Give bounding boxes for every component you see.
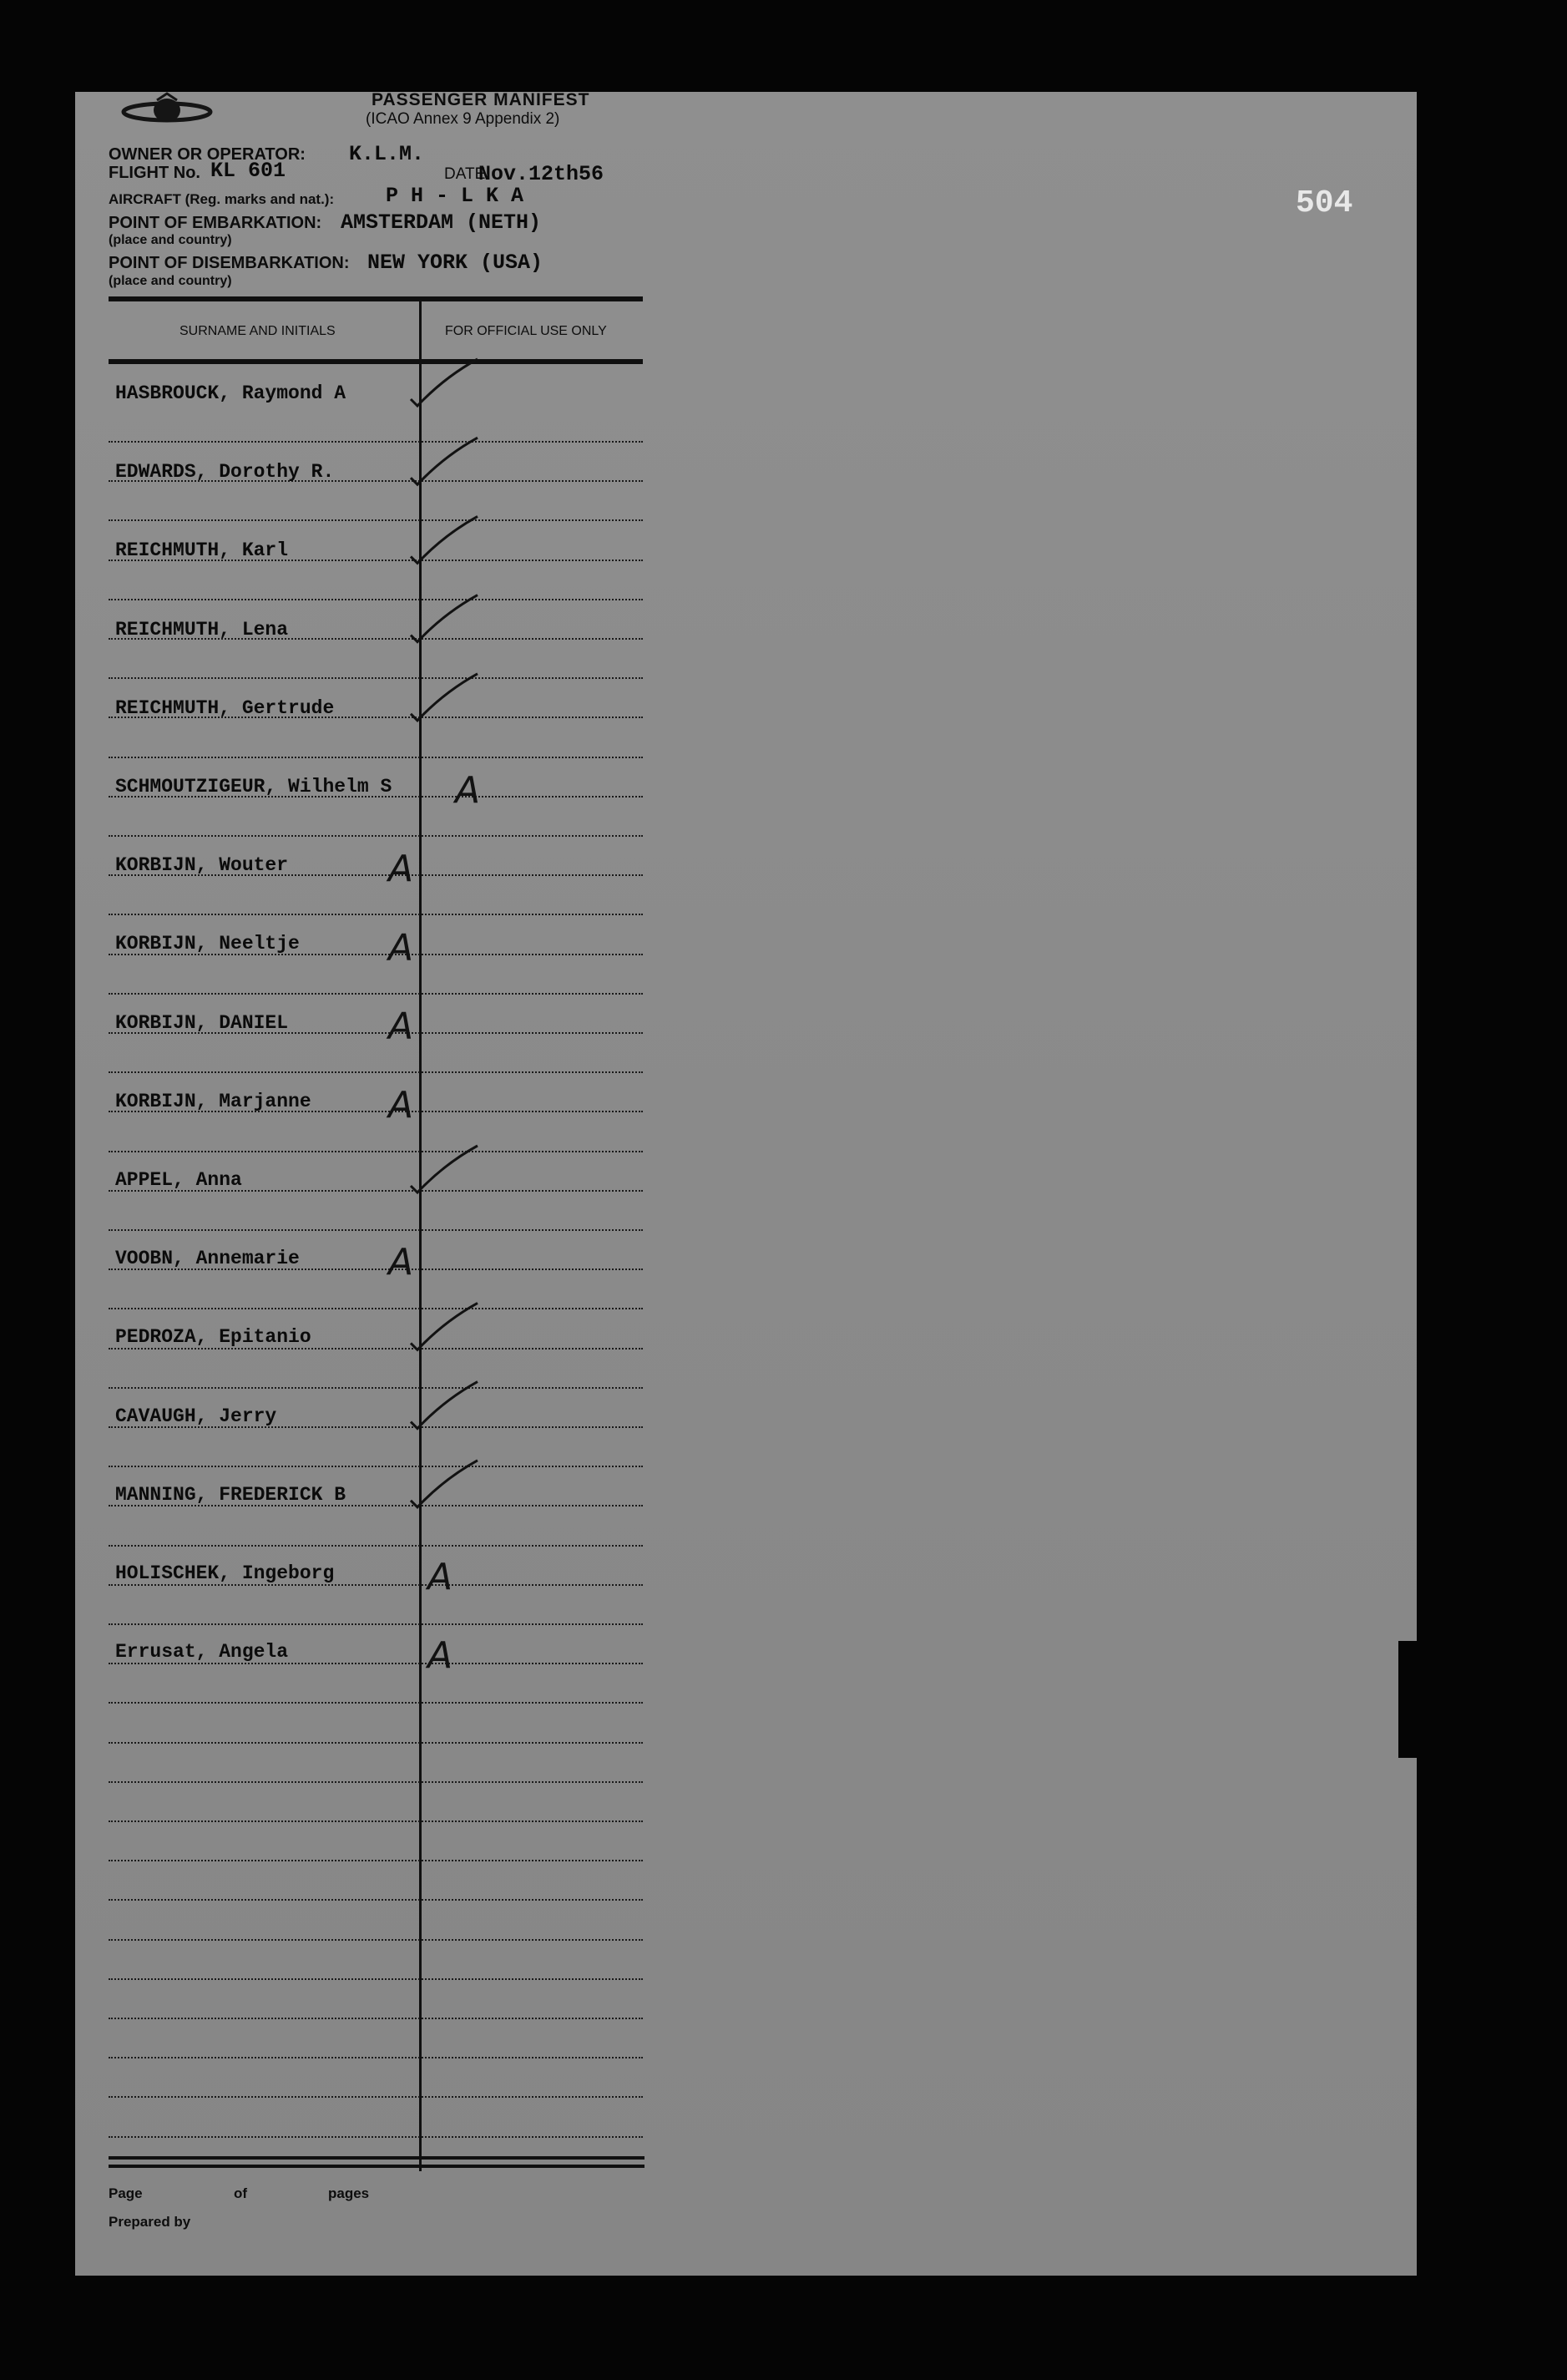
- passenger-name: PEDROZA, Epitanio: [115, 1326, 311, 1348]
- check-mark-icon: [411, 1382, 478, 1429]
- passenger-name: REICHMUTH, Lena: [115, 619, 289, 641]
- disembark-sub: (place and country): [109, 274, 232, 288]
- disembark-value: NEW YORK (USA): [367, 251, 543, 275]
- passenger-name: KORBIJN, Marjanne: [115, 1091, 311, 1112]
- passenger-name: APPEL, Anna: [115, 1169, 242, 1191]
- date-value: Nov.12th56: [478, 162, 604, 186]
- handwritten-mark: A: [388, 1241, 414, 1284]
- page-number: 504: [1296, 185, 1353, 221]
- aircraft-value: P H - L K A: [386, 184, 524, 208]
- passenger-name: EDWARDS, Dorothy R.: [115, 461, 335, 483]
- owner-value: K.L.M.: [349, 142, 425, 166]
- owner-label: OWNER OR OPERATOR:: [109, 145, 306, 164]
- passenger-name: REICHMUTH, Karl: [115, 539, 289, 561]
- handwritten-mark: A: [388, 926, 414, 970]
- footer-pages-label: pages: [328, 2185, 370, 2201]
- handwritten-mark: A: [427, 1634, 453, 1678]
- manifest-subtitle: (ICAO Annex 9 Appendix 2): [366, 110, 560, 128]
- check-mark-icon: [411, 359, 478, 406]
- check-mark-icon: [411, 595, 478, 642]
- check-mark-icon: [411, 1303, 478, 1350]
- manifest-title: PASSENGER MANIFEST: [372, 90, 590, 109]
- passenger-name: HASBROUCK, Raymond A: [115, 382, 346, 404]
- flight-label: FLIGHT No.: [109, 164, 200, 182]
- handwritten-mark: A: [388, 1005, 414, 1048]
- passenger-name: CAVAUGH, Jerry: [115, 1405, 277, 1427]
- passenger-name: SCHMOUTZIGEUR, Wilhelm S: [115, 776, 392, 798]
- passenger-name: KORBIJN, Neeltje: [115, 933, 300, 955]
- handwritten-mark: A: [427, 1556, 453, 1598]
- passenger-name: REICHMUTH, Gertrude: [115, 697, 335, 719]
- check-mark-icon: [411, 1461, 478, 1507]
- disembark-label: POINT OF DISEMBARKATION:: [109, 254, 350, 272]
- date-label: DATE: [444, 165, 486, 183]
- handwritten-mark: A: [388, 1083, 414, 1127]
- check-mark-icon: [411, 516, 478, 563]
- column-header-official: FOR OFFICIAL USE ONLY: [445, 324, 607, 338]
- flight-value: KL 601: [210, 159, 286, 183]
- handwritten-mark: A: [455, 769, 481, 812]
- aircraft-label: AIRCRAFT (Reg. marks and nat.):: [109, 191, 335, 207]
- embark-sub: (place and country): [109, 233, 232, 247]
- footer-prepared-label: Prepared by: [109, 2214, 191, 2230]
- check-mark-icon: [411, 438, 478, 484]
- passenger-name: HOLISCHEK, Ingeborg: [115, 1562, 335, 1584]
- column-header-surname: SURNAME AND INITIALS: [179, 324, 336, 338]
- passenger-name: VOOBN, Annemarie: [115, 1248, 300, 1269]
- check-mark-icon: [411, 674, 478, 721]
- passenger-name: KORBIJN, Wouter: [115, 854, 289, 876]
- footer-of-label: of: [234, 2185, 248, 2201]
- check-mark-icon: [411, 1146, 478, 1193]
- passenger-name: KORBIJN, DANIEL: [115, 1012, 289, 1034]
- handwritten-mark: A: [388, 848, 414, 891]
- embark-label: POINT OF EMBARKATION:: [109, 214, 322, 232]
- passenger-name: MANNING, FREDERICK B: [115, 1484, 346, 1506]
- embark-value: AMSTERDAM (NETH): [341, 210, 542, 235]
- passenger-name: Errusat, Angela: [115, 1641, 289, 1663]
- footer-page-label: Page: [109, 2185, 143, 2201]
